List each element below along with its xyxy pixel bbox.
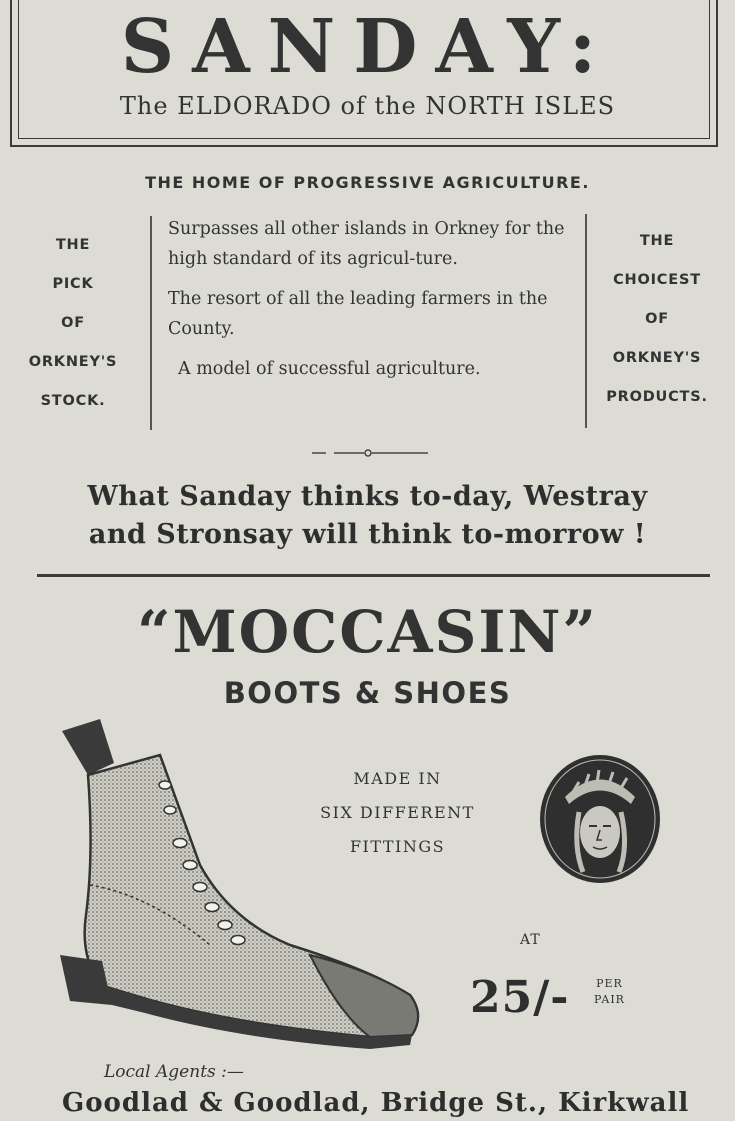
product-name: “MOCCASIN”: [137, 598, 598, 666]
home-heading: THE HOME OF PROGRESSIVE AGRICULTURE.: [145, 173, 590, 192]
page-title: SANDAY:: [120, 4, 615, 90]
indian-chief-medallion: [535, 752, 665, 887]
left-column: [8, 226, 138, 421]
product-category: BOOTS & SHOES: [223, 676, 512, 710]
ornament-divider: [312, 446, 430, 460]
left-column-line: OF: [61, 315, 85, 331]
center-paragraph: Surpasses all other islands in Orkney for the high standard of its agricul-ture.: [168, 219, 565, 269]
per-pair-label: [594, 976, 625, 1008]
agent-address: Goodlad & Goodlad, Bridge St., Kirkwall: [62, 1088, 690, 1118]
right-column-line: PRODUCTS.: [606, 389, 708, 405]
right-column-line: OF: [645, 311, 669, 327]
fittings-note: [285, 762, 510, 864]
left-column-line: STOCK.: [40, 393, 106, 409]
left-column-line: ORKNEY'S: [28, 354, 118, 370]
right-divider: [585, 214, 587, 428]
fittings-line: SIX DIFFERENT: [320, 803, 475, 822]
right-column-line: THE: [639, 233, 675, 249]
right-column-line: ORKNEY'S: [612, 350, 702, 366]
fittings-line: FITTINGS: [349, 837, 446, 856]
pair-label: PAIR: [594, 993, 625, 1006]
center-paragraph: A model of successful agriculture.: [178, 359, 481, 379]
at-label: AT: [520, 932, 541, 948]
slogan-line-1: What Sanday thinks to-day, Westray: [87, 481, 648, 512]
local-agents-label: Local Agents :—: [104, 1062, 244, 1082]
center-paragraph: The resort of all the leading farmers in the County.: [168, 289, 548, 339]
left-divider: [150, 216, 152, 430]
left-column-line: PICK: [52, 276, 94, 292]
right-column-line: CHOICEST: [613, 272, 701, 288]
slogan: [0, 478, 735, 554]
per-label: PER: [596, 977, 623, 990]
page-subtitle: The ELDORADO of the NORTH ISLES: [119, 92, 616, 120]
fittings-line: MADE IN: [353, 769, 442, 788]
price: 25/-: [470, 972, 570, 1023]
right-column: [592, 222, 722, 417]
left-column-line: THE: [55, 237, 91, 253]
center-text: [168, 214, 578, 394]
section-divider: [37, 574, 710, 577]
slogan-line-2: and Stronsay will think to-morrow !: [88, 519, 647, 550]
